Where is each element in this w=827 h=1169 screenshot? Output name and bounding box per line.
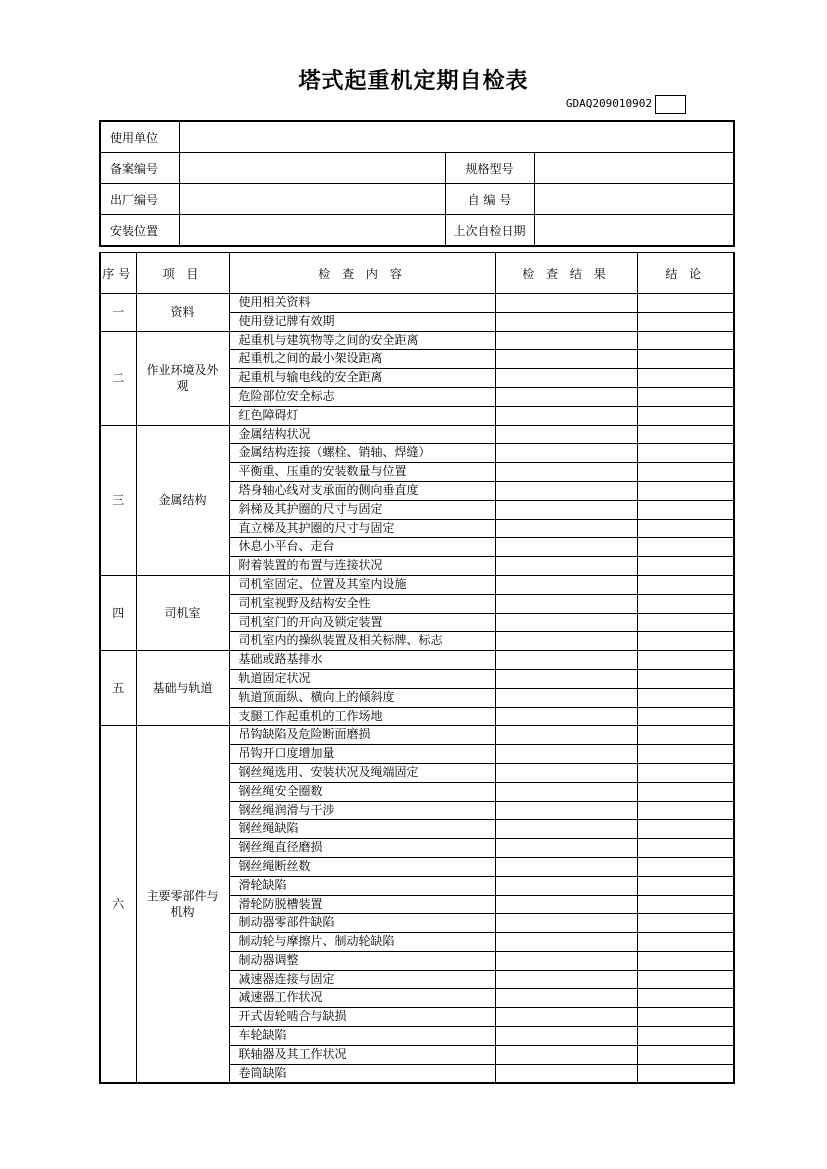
result-cell[interactable] — [495, 688, 637, 707]
inspection-item: 平衡重、压重的安装数量与位置 — [229, 463, 495, 482]
result-cell[interactable] — [495, 1045, 637, 1064]
section-name: 司机室 — [136, 575, 229, 650]
conclusion-cell[interactable] — [637, 312, 734, 331]
conclusion-cell[interactable] — [637, 820, 734, 839]
result-cell[interactable] — [495, 575, 637, 594]
section-seq: 二 — [100, 331, 136, 425]
inspection-item: 休息小平台、走台 — [229, 538, 495, 557]
table-row — [100, 294, 734, 313]
table-row — [100, 651, 734, 670]
result-cell[interactable] — [495, 425, 637, 444]
conclusion-cell[interactable] — [637, 425, 734, 444]
inspection-item: 钢丝绳缺陷 — [229, 820, 495, 839]
last-check-date-label: 上次自检日期 — [445, 215, 534, 247]
spec-model-field[interactable] — [534, 153, 734, 184]
conclusion-cell[interactable] — [637, 707, 734, 726]
result-cell[interactable] — [495, 632, 637, 651]
inspection-item: 司机室固定、位置及其室内设施 — [229, 575, 495, 594]
conclusion-cell[interactable] — [637, 1045, 734, 1064]
document-code: GDAQ209010902 — [565, 97, 652, 110]
install-location-field[interactable] — [179, 215, 445, 247]
result-cell[interactable] — [495, 538, 637, 557]
document-code-box[interactable] — [655, 95, 686, 114]
table-row — [100, 425, 734, 444]
conclusion-cell[interactable] — [637, 463, 734, 482]
conclusion-cell[interactable] — [637, 444, 734, 463]
result-cell[interactable] — [495, 763, 637, 782]
inspection-item: 斜梯及其护圈的尺寸与固定 — [229, 500, 495, 519]
inspection-item: 使用相关资料 — [229, 294, 495, 313]
inspection-item: 基础或路基排水 — [229, 651, 495, 670]
result-cell[interactable] — [495, 481, 637, 500]
result-cell[interactable] — [495, 557, 637, 576]
conclusion-cell[interactable] — [637, 726, 734, 745]
inspection-item: 钢丝绳选用、安装状况及绳端固定 — [229, 763, 495, 782]
conclusion-cell[interactable] — [637, 331, 734, 350]
conclusion-cell[interactable] — [637, 594, 734, 613]
result-cell[interactable] — [495, 463, 637, 482]
section-seq: 四 — [100, 575, 136, 650]
conclusion-cell[interactable] — [637, 350, 734, 369]
result-cell[interactable] — [495, 350, 637, 369]
self-no-field[interactable] — [534, 184, 734, 215]
table-row — [100, 726, 734, 745]
inspection-item: 轨道顶面纵、横向上的倾斜度 — [229, 688, 495, 707]
result-cell[interactable] — [495, 312, 637, 331]
inspection-item: 附着装置的布置与连接状况 — [229, 557, 495, 576]
conclusion-cell[interactable] — [637, 500, 734, 519]
header-info-table — [99, 120, 735, 247]
spec-model-label: 规格型号 — [445, 153, 534, 184]
inspection-item: 塔身轴心线对支承面的侧向垂直度 — [229, 481, 495, 500]
conclusion-cell[interactable] — [637, 538, 734, 557]
conclusion-cell[interactable] — [637, 989, 734, 1008]
conclusion-cell[interactable] — [637, 895, 734, 914]
result-cell[interactable] — [495, 970, 637, 989]
section-seq: 六 — [100, 726, 136, 1084]
col-header-item: 项 目 — [136, 253, 229, 294]
inspection-item: 直立梯及其护圈的尺寸与固定 — [229, 519, 495, 538]
conclusion-cell[interactable] — [637, 1008, 734, 1027]
inspection-item: 钢丝绳直径磨损 — [229, 839, 495, 858]
col-header-conclusion: 结 论 — [637, 253, 734, 294]
conclusion-cell[interactable] — [637, 575, 734, 594]
result-cell[interactable] — [495, 726, 637, 745]
section-seq: 三 — [100, 425, 136, 575]
result-cell[interactable] — [495, 914, 637, 933]
inspection-item: 开式齿轮啮合与缺损 — [229, 1008, 495, 1027]
conclusion-cell[interactable] — [637, 763, 734, 782]
result-cell[interactable] — [495, 613, 637, 632]
inspection-item: 使用登记牌有效期 — [229, 312, 495, 331]
inspection-item: 钢丝绳润滑与干涉 — [229, 801, 495, 820]
inspection-item: 滑轮防脱槽装置 — [229, 895, 495, 914]
inspection-item: 起重机之间的最小架设距离 — [229, 350, 495, 369]
result-cell[interactable] — [495, 1027, 637, 1046]
inspection-item: 减速器连接与固定 — [229, 970, 495, 989]
conclusion-cell[interactable] — [637, 951, 734, 970]
section-name: 主要零部件与机构 — [136, 726, 229, 1084]
result-cell[interactable] — [495, 651, 637, 670]
self-no-label: 自 编 号 — [445, 184, 534, 215]
inspection-item: 制动器调整 — [229, 951, 495, 970]
conclusion-cell[interactable] — [637, 933, 734, 952]
conclusion-cell[interactable] — [637, 857, 734, 876]
result-cell[interactable] — [495, 801, 637, 820]
result-cell[interactable] — [495, 444, 637, 463]
table-row — [100, 331, 734, 350]
inspection-item: 制动器零部件缺陷 — [229, 914, 495, 933]
use-unit-label: 使用单位 — [100, 121, 179, 153]
conclusion-cell[interactable] — [637, 745, 734, 764]
col-header-content: 检 查 内 容 — [229, 253, 495, 294]
conclusion-cell[interactable] — [637, 876, 734, 895]
result-cell[interactable] — [495, 782, 637, 801]
use-unit-field[interactable] — [179, 121, 734, 153]
inspection-item: 支腿工作起重机的工作场地 — [229, 707, 495, 726]
result-cell[interactable] — [495, 369, 637, 388]
section-seq: 一 — [100, 294, 136, 332]
conclusion-cell[interactable] — [637, 651, 734, 670]
inspection-item: 司机室内的操纵装置及相关标牌、标志 — [229, 632, 495, 651]
inspection-item: 减速器工作状况 — [229, 989, 495, 1008]
conclusion-cell[interactable] — [637, 970, 734, 989]
inspection-item: 司机室门的开向及锁定装置 — [229, 613, 495, 632]
result-cell[interactable] — [495, 519, 637, 538]
result-cell[interactable] — [495, 820, 637, 839]
inspection-item: 红色障碍灯 — [229, 406, 495, 425]
conclusion-cell[interactable] — [637, 801, 734, 820]
conclusion-cell[interactable] — [637, 406, 734, 425]
result-cell[interactable] — [495, 406, 637, 425]
inspection-item: 起重机与建筑物等之间的安全距离 — [229, 331, 495, 350]
factory-no-field[interactable] — [179, 184, 445, 215]
result-cell[interactable] — [495, 1008, 637, 1027]
conclusion-cell[interactable] — [637, 1027, 734, 1046]
result-cell[interactable] — [495, 745, 637, 764]
section-seq: 五 — [100, 651, 136, 726]
inspection-item: 卷筒缺陷 — [229, 1064, 495, 1083]
last-check-date-field[interactable] — [534, 215, 734, 247]
inspection-table — [99, 252, 735, 1084]
conclusion-cell[interactable] — [637, 519, 734, 538]
inspection-item: 金属结构连接（螺栓、销轴、焊缝） — [229, 444, 495, 463]
conclusion-cell[interactable] — [637, 557, 734, 576]
inspection-item: 钢丝绳断丝数 — [229, 857, 495, 876]
section-name: 资料 — [136, 294, 229, 332]
inspection-item: 起重机与输电线的安全距离 — [229, 369, 495, 388]
conclusion-cell[interactable] — [637, 294, 734, 313]
result-cell[interactable] — [495, 669, 637, 688]
result-cell[interactable] — [495, 989, 637, 1008]
inspection-item: 吊钩开口度增加量 — [229, 745, 495, 764]
inspection-item: 滑轮缺陷 — [229, 876, 495, 895]
conclusion-cell[interactable] — [637, 481, 734, 500]
inspection-item: 司机室视野及结构安全性 — [229, 594, 495, 613]
inspection-item: 钢丝绳安全圈数 — [229, 782, 495, 801]
result-cell[interactable] — [495, 1064, 637, 1083]
conclusion-cell[interactable] — [637, 782, 734, 801]
result-cell[interactable] — [495, 839, 637, 858]
inspection-item: 车轮缺陷 — [229, 1027, 495, 1046]
conclusion-cell[interactable] — [637, 914, 734, 933]
col-header-seq: 序号 — [100, 253, 136, 294]
inspection-item: 吊钩缺陷及危险断面磨损 — [229, 726, 495, 745]
result-cell[interactable] — [495, 331, 637, 350]
factory-no-label: 出厂编号 — [100, 184, 179, 215]
result-cell[interactable] — [495, 707, 637, 726]
result-cell[interactable] — [495, 895, 637, 914]
inspection-item: 金属结构状况 — [229, 425, 495, 444]
section-name: 基础与轨道 — [136, 651, 229, 726]
conclusion-cell[interactable] — [637, 613, 734, 632]
result-cell[interactable] — [495, 857, 637, 876]
page-title: 塔式起重机定期自检表 — [298, 69, 529, 94]
inspection-item: 轨道固定状况 — [229, 669, 495, 688]
result-cell[interactable] — [495, 387, 637, 406]
conclusion-cell[interactable] — [637, 669, 734, 688]
result-cell[interactable] — [495, 294, 637, 313]
result-cell[interactable] — [495, 933, 637, 952]
table-row — [100, 575, 734, 594]
section-name: 作业环境及外观 — [136, 331, 229, 425]
conclusion-cell[interactable] — [637, 1064, 734, 1083]
result-cell[interactable] — [495, 500, 637, 519]
conclusion-cell[interactable] — [637, 688, 734, 707]
result-cell[interactable] — [495, 594, 637, 613]
conclusion-cell[interactable] — [637, 387, 734, 406]
section-name: 金属结构 — [136, 425, 229, 575]
inspection-item: 联轴器及其工作状况 — [229, 1045, 495, 1064]
result-cell[interactable] — [495, 951, 637, 970]
install-location-label: 安装位置 — [100, 215, 179, 247]
conclusion-cell[interactable] — [637, 369, 734, 388]
record-no-field[interactable] — [179, 153, 445, 184]
inspection-item: 制动轮与摩擦片、制动轮缺陷 — [229, 933, 495, 952]
conclusion-cell[interactable] — [637, 632, 734, 651]
result-cell[interactable] — [495, 876, 637, 895]
conclusion-cell[interactable] — [637, 839, 734, 858]
record-no-label: 备案编号 — [100, 153, 179, 184]
col-header-result: 检 查 结 果 — [495, 253, 637, 294]
inspection-item: 危险部位安全标志 — [229, 387, 495, 406]
